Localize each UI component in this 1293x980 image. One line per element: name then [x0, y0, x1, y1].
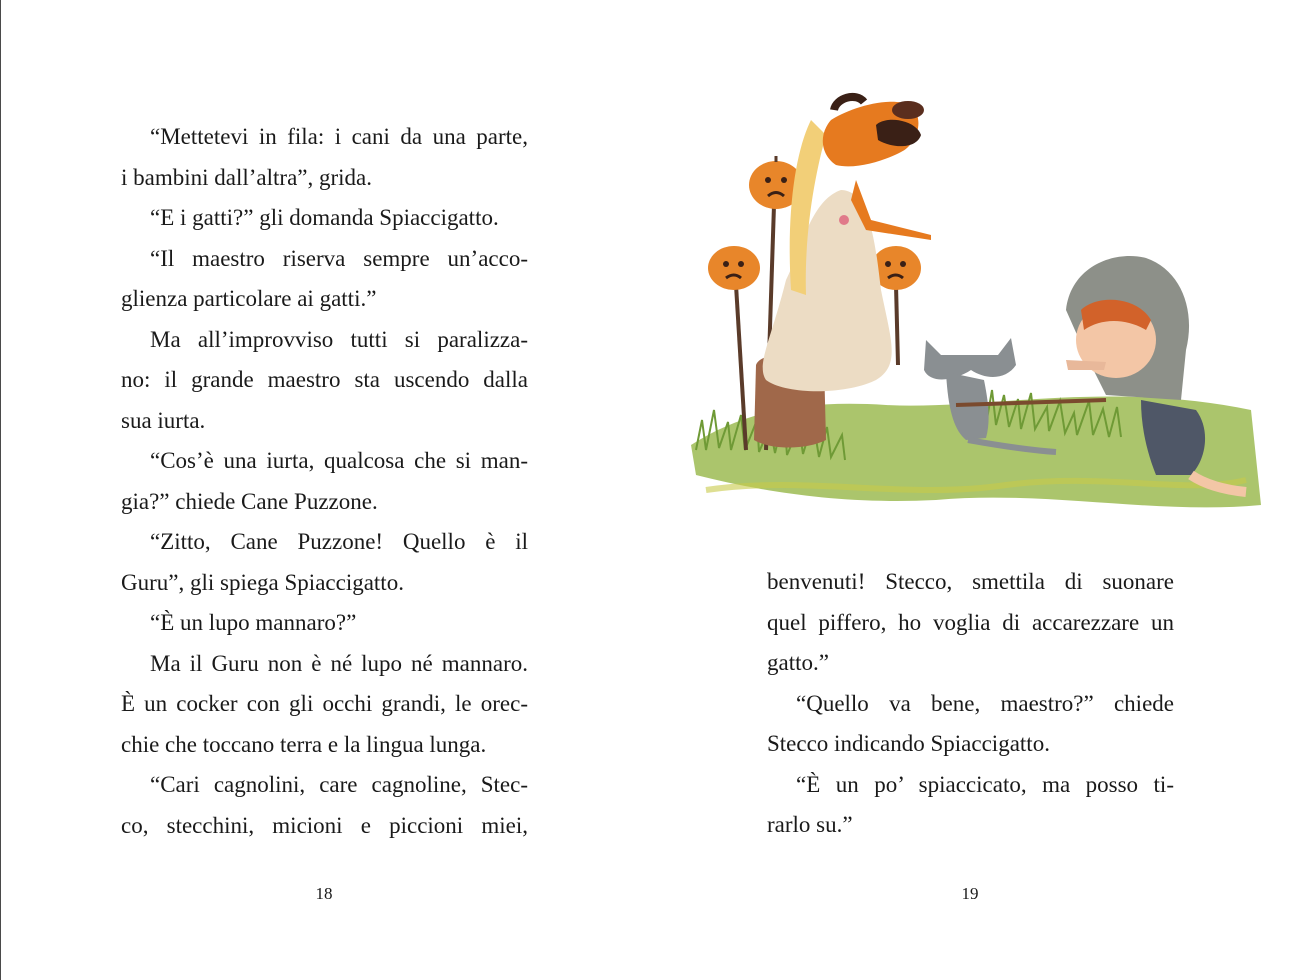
right-page-text: [767, 562, 1174, 846]
text-line: sua iurta.: [121, 407, 206, 433]
text-line: gia?” chiede Cane Puzzone.: [121, 488, 378, 514]
guru-dog: [763, 97, 931, 391]
illustration: [686, 80, 1266, 520]
page-number-right: 19: [961, 884, 979, 903]
text-line: rarlo su.”: [767, 812, 853, 837]
text-line: Stecco indicando Spiaccigatto.: [767, 731, 1050, 756]
text-line: chie che toccano terra e la lingua lunga.: [121, 731, 487, 757]
text-line: “È un lupo mannaro?”: [150, 610, 357, 635]
text-line: co, stecchini, micioni e piccioni miei,: [121, 812, 528, 838]
text-line: quel piffero, ho voglia di accarezzare un: [767, 609, 1174, 635]
text-line: “Cos’è una iurta, qualcosa che si man-: [150, 448, 528, 473]
text-line: “Il maestro riserva sempre un’acco-: [150, 245, 528, 271]
text-line: benvenuti! Stecco, smettila di suonare: [767, 569, 1174, 594]
text-line: È un cocker con gli occhi grandi, le orec-: [121, 691, 528, 716]
text-line: Ma il Guru non è né lupo né mannaro.: [150, 650, 528, 676]
text-line: “È un po’ spiaccicato, ma posso ti-: [796, 771, 1174, 797]
text-line: Ma all’improvviso tutti si paralizza-: [150, 326, 528, 352]
text-line: Guru”, gli spiega Spiaccigatto.: [121, 569, 404, 595]
left-page: [0, 0, 646, 980]
text-line: i bambini dall’altra”, grida.: [121, 164, 372, 190]
text-line: “E i gatti?” gli domanda Spiaccigatto.: [150, 205, 499, 230]
text-line: “Zitto, Cane Puzzone! Quello è il: [150, 529, 528, 554]
right-page: [646, 0, 1293, 980]
text-line: glienza particolare ai gatti.”: [121, 286, 377, 311]
left-page-text: [121, 117, 528, 846]
text-line: “Mettetevi in fila: i cani da una parte,: [150, 124, 528, 149]
text-line: “Cari cagnolini, care cagnoline, Stec-: [150, 772, 528, 797]
text-line: “Quello va bene, maestro?” chiede: [796, 690, 1174, 716]
text-line: gatto.”: [767, 650, 829, 675]
page-number-left: 18: [315, 884, 333, 903]
text-line: no: il grande maestro sta uscendo dalla: [121, 367, 528, 392]
